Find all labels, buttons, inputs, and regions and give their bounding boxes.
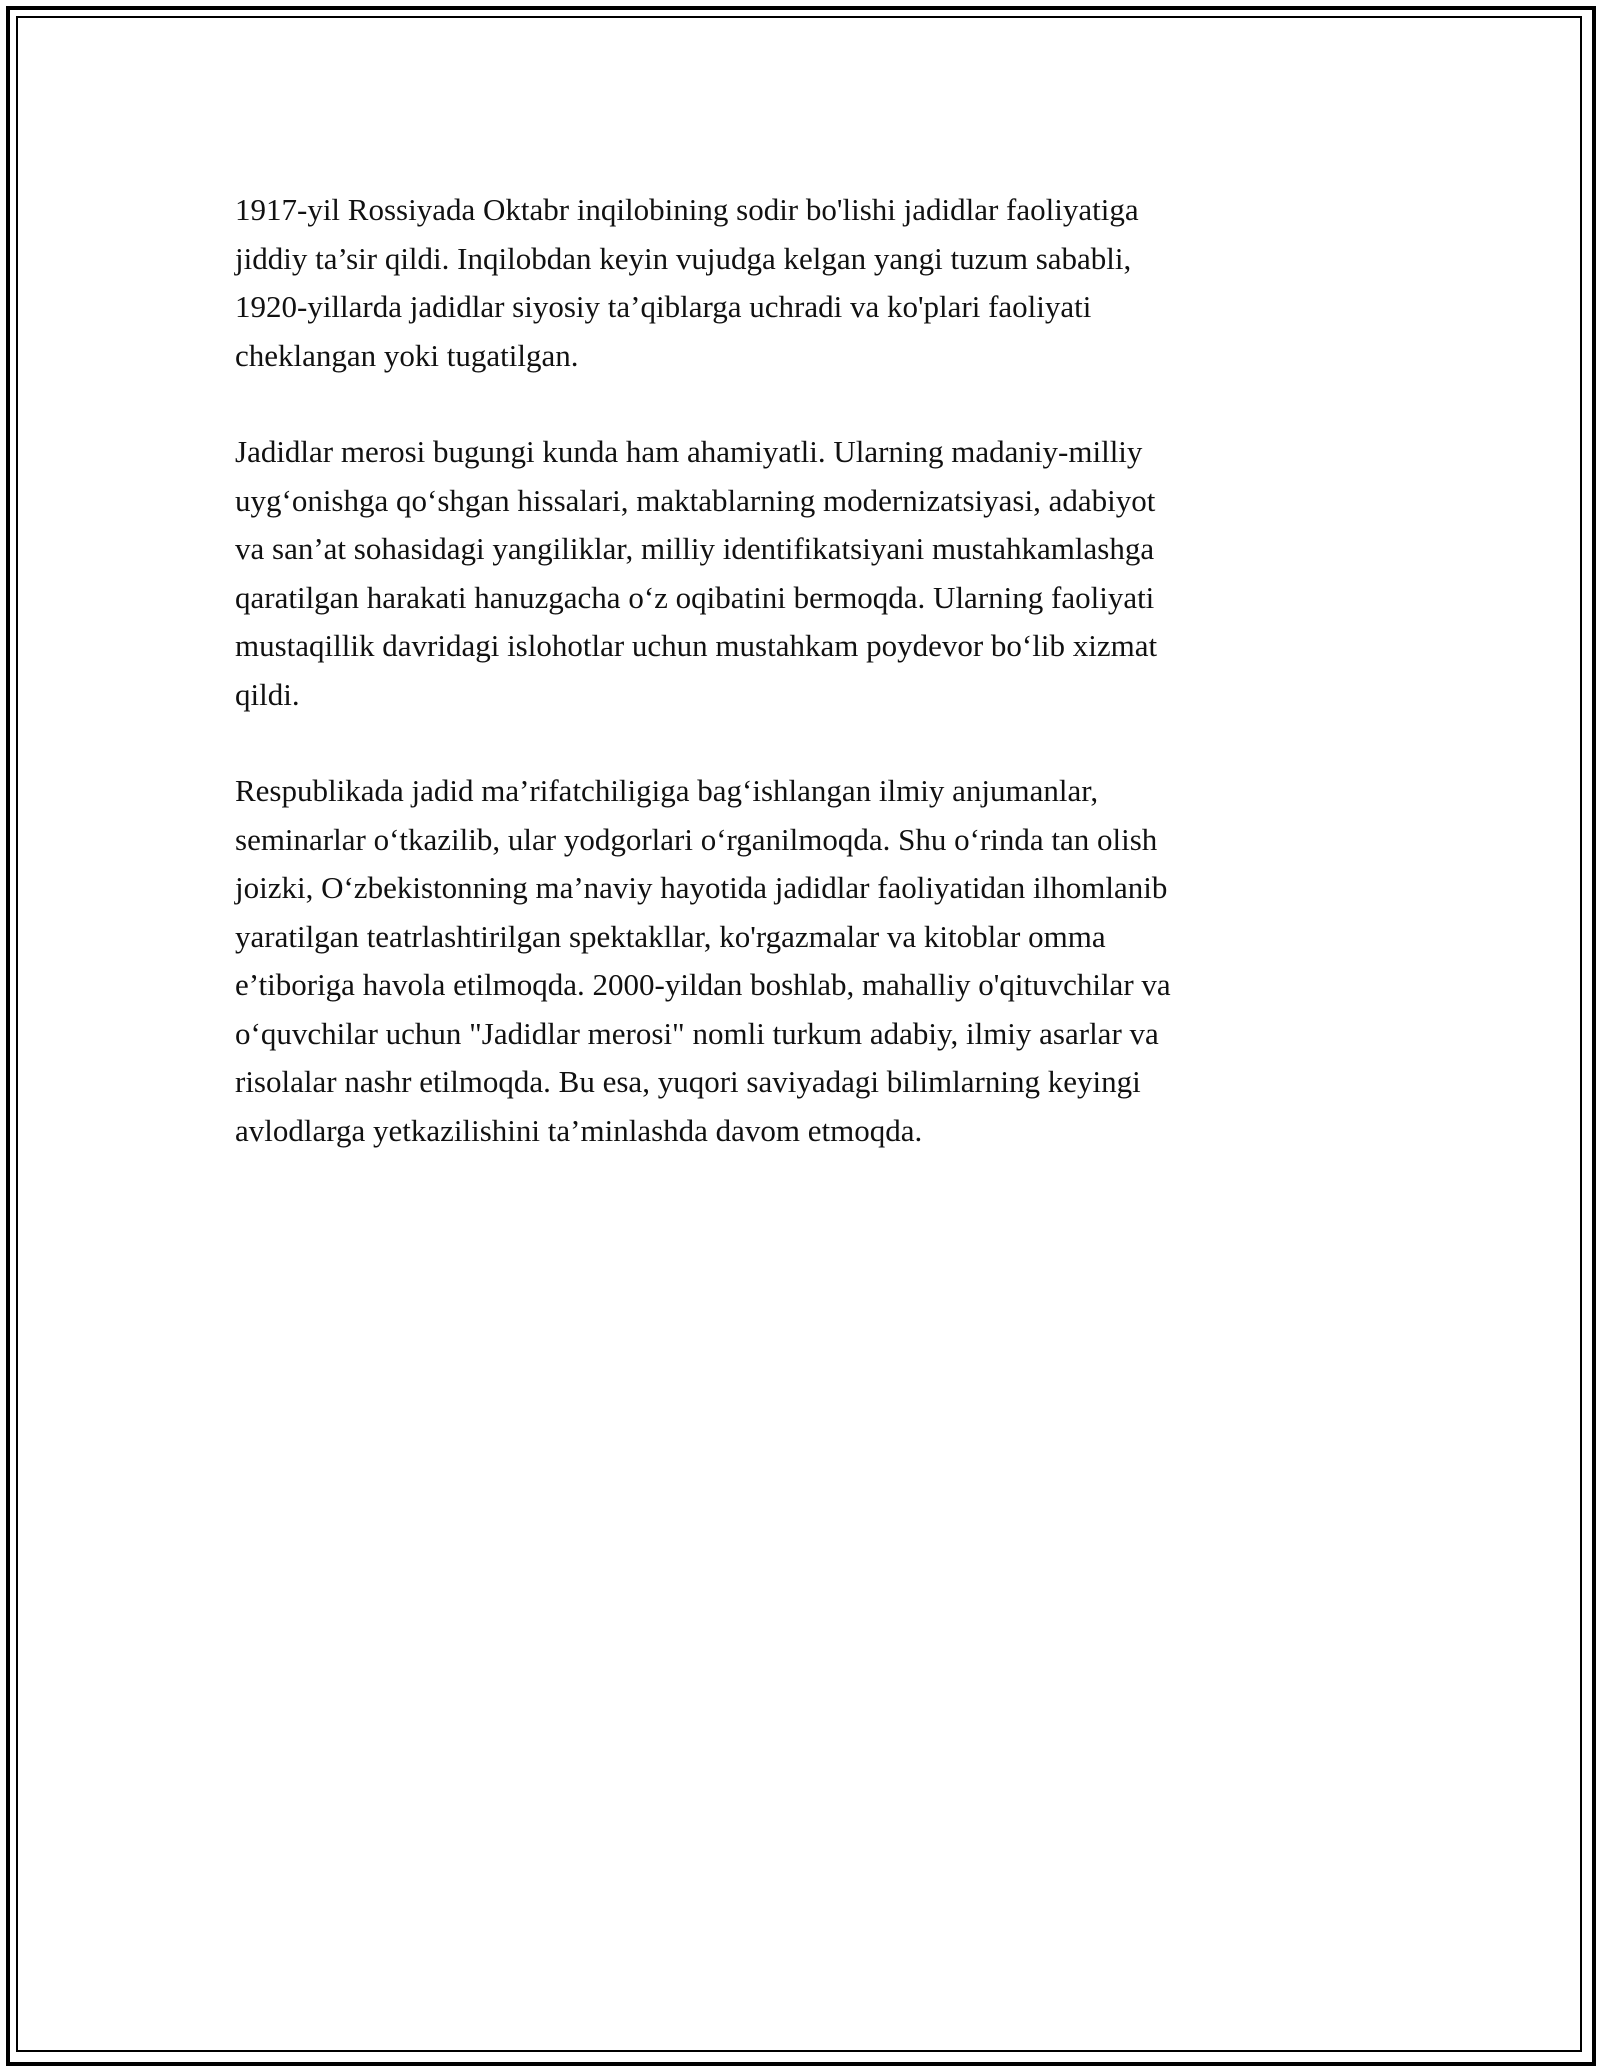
paragraph-jadid-legacy: Jadidlar merosi bugungi kunda ham ahamiyatli. Ularning madaniy-milliy uyg‘onishga qo‘shgan hissalari, maktablarning modernizatsiyasi, adabiyot va san’at sohasidagi yangiliklar, milliy identifikatsiyani mustahkamlashga qaratilgan harakati hanuzgacha o‘z oqibatini bermoqda. Ularning faoliyati mustaqillik davridagi islohotlar uchun mustahkam poydevor bo‘lib xizmat qildi. xyxy=(235,434,1158,712)
document-body xyxy=(235,186,1365,1203)
paragraph-october-revolution: 1917-yil Rossiyada Oktabr inqilobining sodir bo'lishi jadidlar faoliyatiga jiddiy ta’sir qildi. Inqilobdan keyin vujudga kelgan yangi tuzum sababli, 1920-yillarda jadidlar siyosiy ta’qiblarga uchradi va ko'plari faoliyati cheklangan yoki tugatilgan. xyxy=(235,192,1139,373)
paragraph-republic-events: Respublikada jadid ma’rifatchiligiga bag‘ishlangan ilmiy anjumanlar, seminarlar o‘tkazilib, ular yodgorlari o‘rganilmoqda. Shu o‘rinda tan olish joizki, O‘zbekistonning ma’naviy hayotida jadidlar faoliyatidan ilhomlanib yaratilgan teatrlashtirilgan spektakllar, ko'rgazmalar va kitoblar omma e’tiboriga havola etilmoqda. 2000-yildan boshlab, mahalliy o'qituvchilar va o‘quvchilar uchun "Jadidlar merosi" nomli turkum adabiy, ilmiy asarlar va risolalar nashr etilmoqda. Bu esa, yuqori saviyadagi bilimlarning keyingi avlodlarga yetkazilishini ta’minlashda davom etmoqda. xyxy=(235,773,1171,1148)
